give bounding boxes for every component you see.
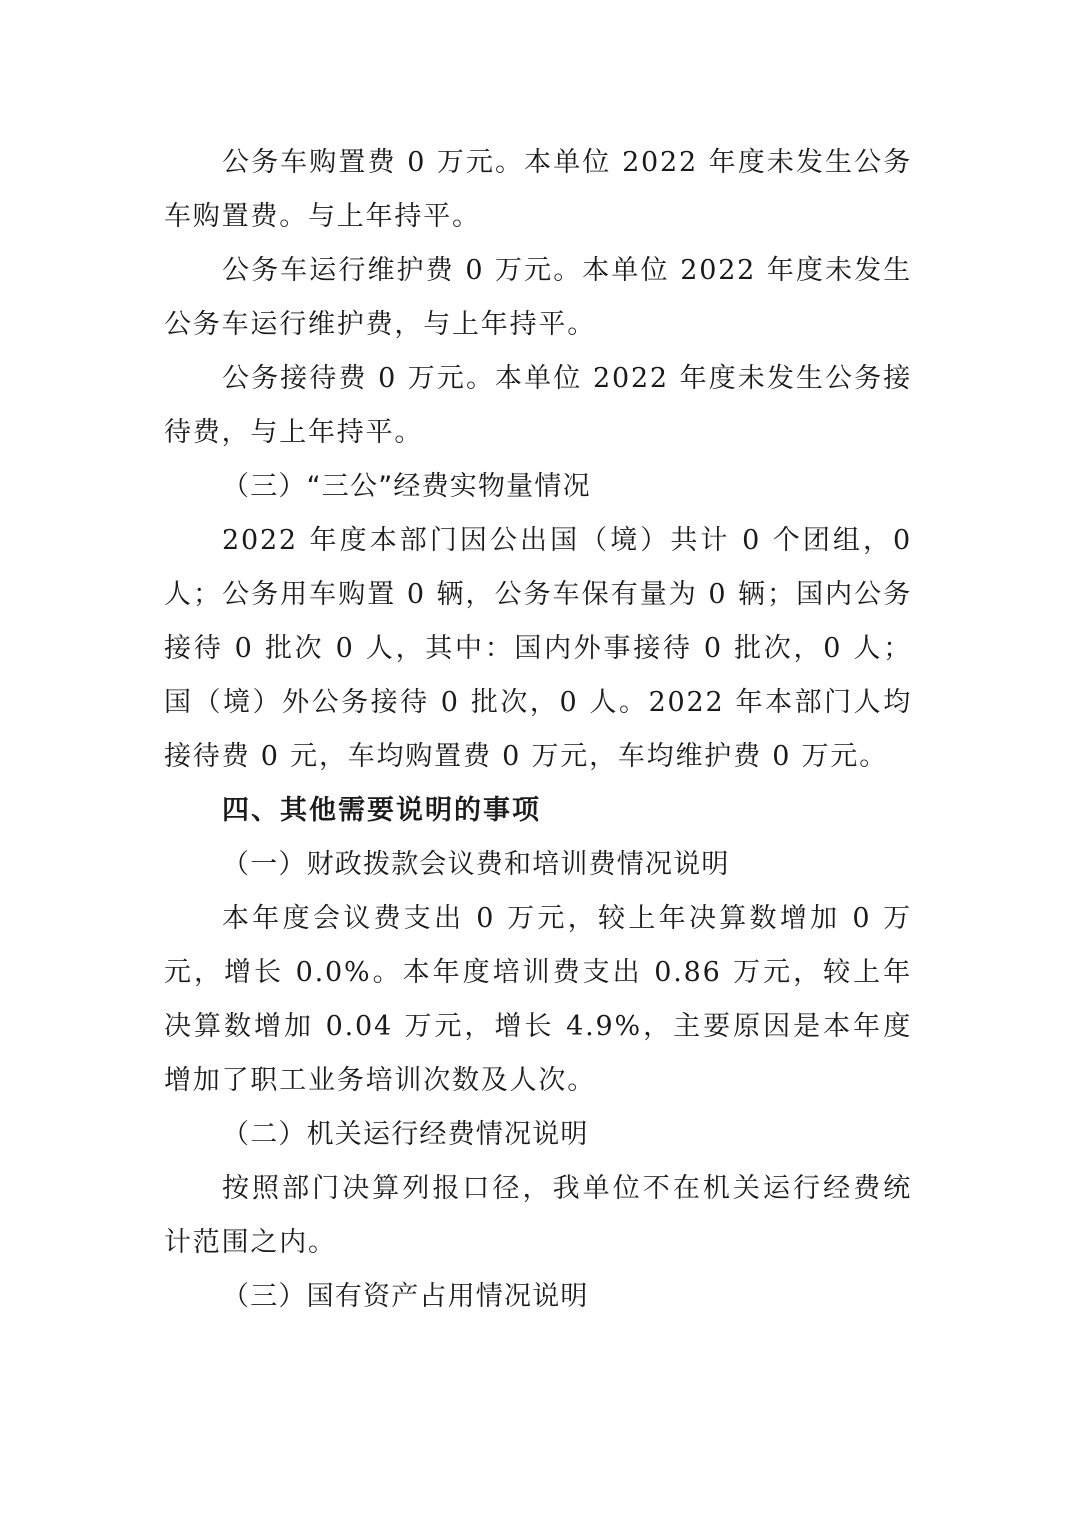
meeting-training-heading: （一）财政拨款会议费和培训费情况说明 xyxy=(222,849,730,880)
vehicle-maintenance-paragraph: 公务车运行维护费 0 万元。本单位 2022 年度未发生公务车运行维护费，与上年持平。 xyxy=(164,255,912,340)
document-body xyxy=(164,136,912,1324)
meeting-training-paragraph: 本年度会议费支出 0 万元，较上年决算数增加 0 万元，增长 0.0%。本年度培训费支出 0.86 万元，较上年决算数增加 0.04 万元，增长 4.9%，主要原因是本年度增加了职工业务培训次数及人次。 xyxy=(164,903,912,1096)
agency-operation-heading: （二）机关运行经费情况说明 xyxy=(222,1119,589,1150)
section-four-heading: 四、其他需要说明的事项 xyxy=(222,795,541,826)
three-public-physical-paragraph: 2022 年度本部门因公出国（境）共计 0 个团组，0 人；公务用车购置 0 辆，公务车保有量为 0 辆；国内公务接待 0 批次 0 人，其中：国内外事接待 0 批次，0 人；国（境）外公务接待 0 批次，0 人。2022 年本部门人均接待费 0 元，车均购置费 0 万元，车均维护费 0 万元。 xyxy=(164,525,912,772)
vehicle-purchase-paragraph: 公务车购置费 0 万元。本单位 2022 年度未发生公务车购置费。与上年持平。 xyxy=(164,147,912,232)
three-public-physical-heading: （三）“三公”经费实物量情况 xyxy=(222,471,591,502)
state-assets-heading: （三）国有资产占用情况说明 xyxy=(222,1281,589,1312)
reception-fee-paragraph: 公务接待费 0 万元。本单位 2022 年度未发生公务接待费，与上年持平。 xyxy=(164,363,912,448)
agency-operation-paragraph: 按照部门决算列报口径，我单位不在机关运行经费统计范围之内。 xyxy=(164,1173,912,1258)
